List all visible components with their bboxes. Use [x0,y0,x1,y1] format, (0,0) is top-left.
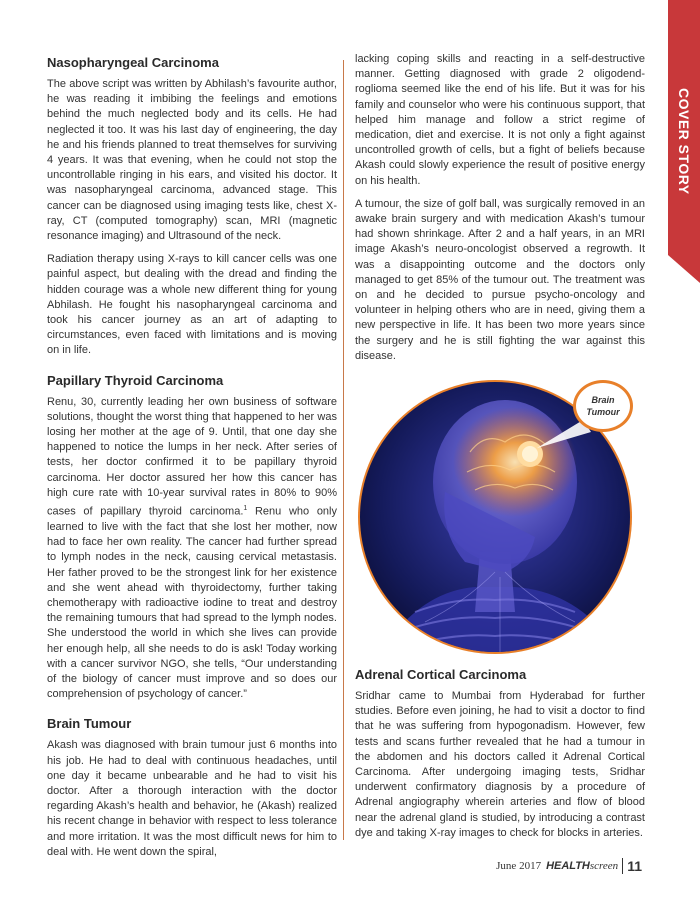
nasopharyngeal-heading: Nasopharyngeal Carcinoma [47,55,219,70]
magazine-name-bold: HEALTH [546,860,590,872]
brain-tumour-illustration [355,372,645,657]
magazine-name-italic: screen [589,860,619,872]
footnote-ref: 1 [243,505,248,513]
nasopharyngeal-paragraph-2: Radiation therapy using X-rays to kill cancer cells was one painful aspect, but dealing with the dread and finding the hidden courage was a whole new different thing for young Abhilash. He fought his nasopharyngeal carcinoma and took his cancer journey as an art of adapting to circumstances, even faced with limitations and is moving on in life. [47,253,337,357]
papillary-thyroid-heading: Papillary Thyroid Carcinoma [47,372,224,388]
adrenal-cortical-heading: Adrenal Cortical Carcinoma [355,667,527,683]
brain-tumour-callout [573,380,633,432]
left-column [47,55,337,868]
cover-story-label: COVER STORY [676,88,692,195]
page-number: 11 [627,858,642,874]
page-footer [496,858,642,874]
brain-tumour-paragraph: Akash was diagnosed with brain tumour just 6 months into his job. He had to deal with continuous headaches, until one day it became unbearable and he had to visit his doctor. After a thorough interaction with the doctor regarding Akash’s health and behavior, he (Akash) realized his recent change in behavior with respect to less tolerance and more irritation. It was the most difficult news for him to deal with. He went down the spiral, [47,739,337,858]
brain-tumour-continued-paragraph-1: lacking coping skills and reacting in a self-destructive manner. Getting diagnosed with grade 2 oligodend-roglioma seemed like the end of his life. But it was for his family and counselor who were his continuous support, that helped him manage and follow a strict regime of medication, diet and exercise. It is not only a fight against uncontrolled growth of cells, but a fight of beliefs because Akash could slowly experience the result of positive energy on his health. [355,53,645,187]
issue-date: June 2017 [496,860,542,872]
brain-tumour-heading: Brain Tumour [47,716,132,732]
footer-separator [622,858,623,874]
brain-tumour-continued-paragraph-2: A tumour, the size of golf ball, was surgically removed in an awake brain surgery and with medication Akash’s tumour had shown shrinkage. After 2 and a half years, in an MRI image Akash’s neuro-oncologist observed a regrowth. It was a disappointing outcome and the doctors only managed to get 85% of the tumour out. The treatment was on and he decided to pursue psycho-oncology and volunteer in helping others who are in need, giving them a new perspective in life. It has been two more years since the surgery and he is still fighting the war against this disease. [355,197,645,362]
papillary-text-a: Renu, 30, currently leading her own business of software solutions, thought the worst thing that happened to her was losing her mother at the age of 9. Until, that one day she happened to notice the lumps in her neck. After series of tests, her doctor confirmed it to be papillary thyroid carcinoma. Her doctor assured her how this cancer has high cure rate with 10-year survival rates in 80% to 90% cases of papillary thyroid carcinoma. [47,395,337,518]
cover-story-tab [668,0,700,255]
nasopharyngeal-paragraph-1: The above script was written by Abhilash’s favourite author, he was reading it imbibing the feelings and emotions behind the much neglected body and its cells. He had neglected it too. It was his last day of engineering, the day he and his friends planned to treat themselves for surviving 4 years. It was that evening, when he could not stop the uncontrollable ringing in his ears, and visited his doctor. It was nasopharyngeal carcinoma, advanced stage. This cancer can be diagnosed using imaging tests like, chest X-ray, CT (computed tomography) scan, MRI (magnetic resonance imaging) and Ultrasound of the neck. [47,78,337,243]
adrenal-cortical-paragraph: Sridhar came to Mumbai from Hyderabad for further studies. Before even joining, he had to visit a doctor to find that he was suffering from hypogonadism. However, few tests and scans further revealed that he had a tumour in the abdomen and his doctors called it Adrenal Cortical Carcinoma. After undergoing imaging tests, Sridhar underwent confirmatory diagnosis by a procedure of Adrenal angiography wherein arteries and flow of blood near the adrenal gland is studied, by introducing a contrast dye and taking X-ray images to check for blocks in arteries. [355,690,645,839]
papillary-thyroid-paragraph [47,395,337,703]
brain-tumour-callout-label: Brain Tumour [586,395,620,418]
right-column [355,52,645,849]
column-divider [343,60,344,840]
papillary-text-b: Renu who only learned to live with the fact that she lost her mother, now had to face her own reality. The cancer had further spread to lymph nodes in the neck, causing cervical metastasis. Her father proved to be the strongest link for her existence and she went ahead with thyroidectomy, further taking chemotherapy with radioactive iodine to treat and destroy the remaining tumours that had spread to the lymph nodes. She understood the world in which she lives can provide her enough help, all she needs to do is ask! Today working with a cancer survivor NGO, she tells, “Our understanding of the biology of cancer must improve and so does our comprehension of psychology of cancer.” [47,505,337,701]
